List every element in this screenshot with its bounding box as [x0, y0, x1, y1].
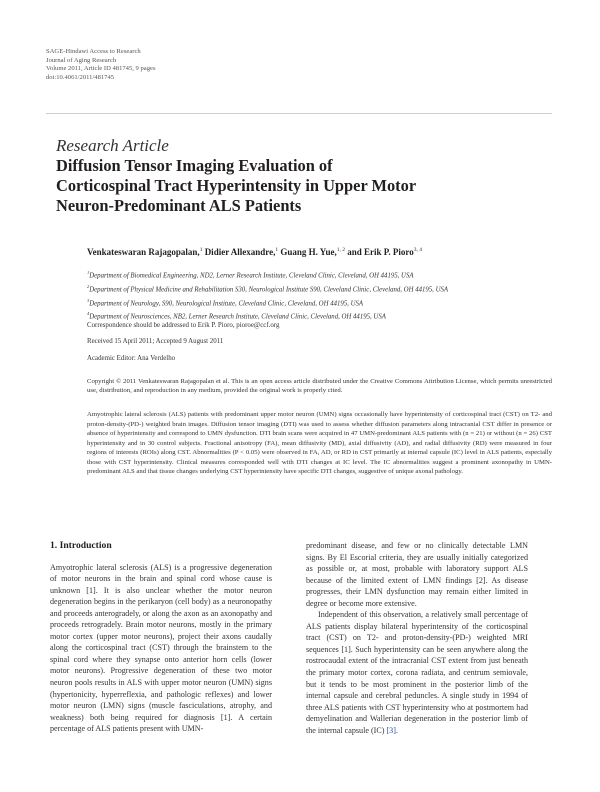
affiliation-text: Department of Neurosciences, NB2, Lerner Research Institute, Cleveland Clinic, Cleveland, OH 44195, USA: [89, 313, 386, 321]
right-column: [306, 540, 528, 736]
left-column: [50, 540, 272, 735]
academic-editor: Academic Editor: Ana Verdelho: [87, 355, 176, 362]
section-heading: 1. Introduction: [50, 540, 112, 551]
affiliation-number: 4: [87, 311, 90, 317]
author-affil-sup: 1: [275, 247, 279, 253]
body-paragraph: predominant disease, and few or no clinically detectable LMN signs. By El Escorial criteria, they are usually initially categorized as possible or, at most, probable with laboratory support ALS because of the limited extent of LMN findings [2]. As disease progresses, their LMN dysfunction may remain either limited in degree or become more extensive.: [306, 541, 528, 608]
affiliation-list: [87, 268, 448, 323]
journal-header-line: SAGE-Hindawi Access to Research: [46, 48, 141, 55]
affiliation-text: Department of Biomedical Engineering, ND2, Lerner Research Institute, Cleveland Clinic, Cleveland, OH 44195, USA: [89, 272, 414, 280]
affiliation: [87, 268, 448, 282]
author-affil-sup: 1, 2: [336, 247, 345, 253]
affiliation-text: Department of Neurology, S90, Neurological Institute, Cleveland Clinic, Cleveland, OH 44195, USA: [89, 299, 364, 307]
abstract: Amyotrophic lateral sclerosis (ALS) patients with predominant upper motor neuron (UMN) signs occasionally have hyperintensity of corticospinal tract (CST) on T2- and proton-density-(PD-) weighted brain images. Diffusion tensor imaging (DTI) was used to assess whether diffusion parameters along intracranial CST differ in presence or absence of hyperintensity and correspond to UMN dysfunction. DTI brain scans were acquired in 47 UMN-predominant ALS patients with (n = 21) or without (n = 26) CST hyperintensity and in 30 control subjects. Fractional anisotropy (FA), mean diffusivity (MD), axial diffusivity (AD), and radial diffusivity (RD) were measured in four regions of interests (ROIs) along CST. Abnormalities (P < 0.05) were observed in FA, AD, or RD in CST primarily at internal capsule (IC) level in ALS patients, especially those with CST hyperintensity. Clinical measures corresponded well with DTI changes at IC level. The IC abnormalities suggest a prominent axonopathy in UMN-predominant ALS and that tissue changes underlying CST hyperintensity have specific DTI changes, suggestive of unique axonal pathology.: [87, 411, 552, 476]
journal-header: [46, 48, 156, 82]
received-accepted-dates: Received 15 April 2011; Accepted 9 August 2011: [87, 338, 224, 345]
author-name: Guang H. Yue,: [280, 247, 337, 257]
affiliation: [87, 296, 448, 310]
affiliation-number: 2: [87, 283, 90, 289]
affiliation: [87, 282, 448, 296]
title-line: Diffusion Tensor Imaging Evaluation of: [56, 156, 333, 175]
header-divider: [46, 113, 552, 114]
affiliation-number: 1: [87, 270, 90, 275]
affiliation-number: 3: [87, 297, 90, 303]
article-type: Research Article: [56, 136, 169, 155]
author-name: Didier Allexandre,: [204, 247, 276, 257]
title-line: Neuron-Predominant ALS Patients: [56, 195, 302, 215]
author-name: and Erik P. Pioro: [347, 247, 414, 257]
citation-link[interactable]: [3].: [386, 725, 398, 735]
author-affil-sup: 3, 4: [413, 247, 422, 253]
journal-header-line: doi:10.4061/2011/481745: [46, 73, 115, 81]
affiliation: [87, 309, 448, 323]
body-paragraph: Amyotrophic lateral sclerosis (ALS) is a progressive degeneration of motor neurons in the brain and spinal cord whose cause is unknown [1]. It is also unclear whether the motor neuron degeneration begins in the perikaryon (cell body) as a neuronopathy and proceeds anterogradely, or along the axon as an axonopathy and proceeds retrogradely. Brain motor neurons, mostly in the primary motor cortex (upper motor neurons), project their axons caudally along the corticospinal tract (CST) through the brainstem to the spinal cord where they synapse onto anterior horn cells (lower motor neurons). Progressive degeneration of these two motor neuron pools results in ALS with upper motor neuron (UMN) signs (hypertonicity, hyperreflexia, and pathologic reflexes) and lower motor neuron (LMN) signs (muscle fasciculations, atrophy, and weakness) both being required for diagnosis [1]. A certain percentage of ALS patients present with UMN-: [50, 562, 272, 734]
copyright-notice: Copyright © 2011 Venkateswaran Rajagopalan et al. This is an open access article distributed under the Creative Commons Attribution License, which permits unrestricted use, distribution, and reproduction in any medium, provided the original work is properly cited.: [87, 378, 552, 395]
author-affil-sup: 1: [199, 247, 203, 253]
correspondence-note: Correspondence should be addressed to Erik P. Pioro, pioroe@ccf.org: [87, 322, 280, 329]
body-paragraph-text: Independent of this observation, a relatively small percentage of ALS patients display bilateral hyperintensity of the corticospinal tract (CST) on T2- and proton-density-(PD-) weighted MRI sequences [1]. Such hyperintensity can be seen anywhere along the rostrocaudal extent of the intracranial CST extent from just beneath the primary motor cortex, corona radiata, and centrum semiovale, but it tends to be most prominent in the posterior limb of the internal capsule and cerebral peduncles. A single study in 1994 of three ALS patients with CST hyperintensity who at postmortem had demyelination and Wallerian degeneration in the posterior limb of the internal capsule (IC): [306, 610, 528, 735]
paper-title: [56, 156, 496, 215]
journal-header-line: Volume 2011, Article ID 481745, 9 pages: [46, 65, 156, 73]
affiliation-text: Department of Physical Medicine and Rehabilitation S30, Neurological Institute S90, Cleveland Clinic, Cleveland, OH 44195, USA: [89, 286, 449, 294]
body-paragraph: [306, 609, 528, 736]
author-name: Venkateswaran Rajagopalan,: [87, 247, 200, 257]
title-line: Corticospinal Tract Hyperintensity in Upper Motor: [56, 175, 417, 195]
journal-header-line: Journal of Aging Research: [46, 56, 117, 64]
author-list: [87, 247, 422, 257]
